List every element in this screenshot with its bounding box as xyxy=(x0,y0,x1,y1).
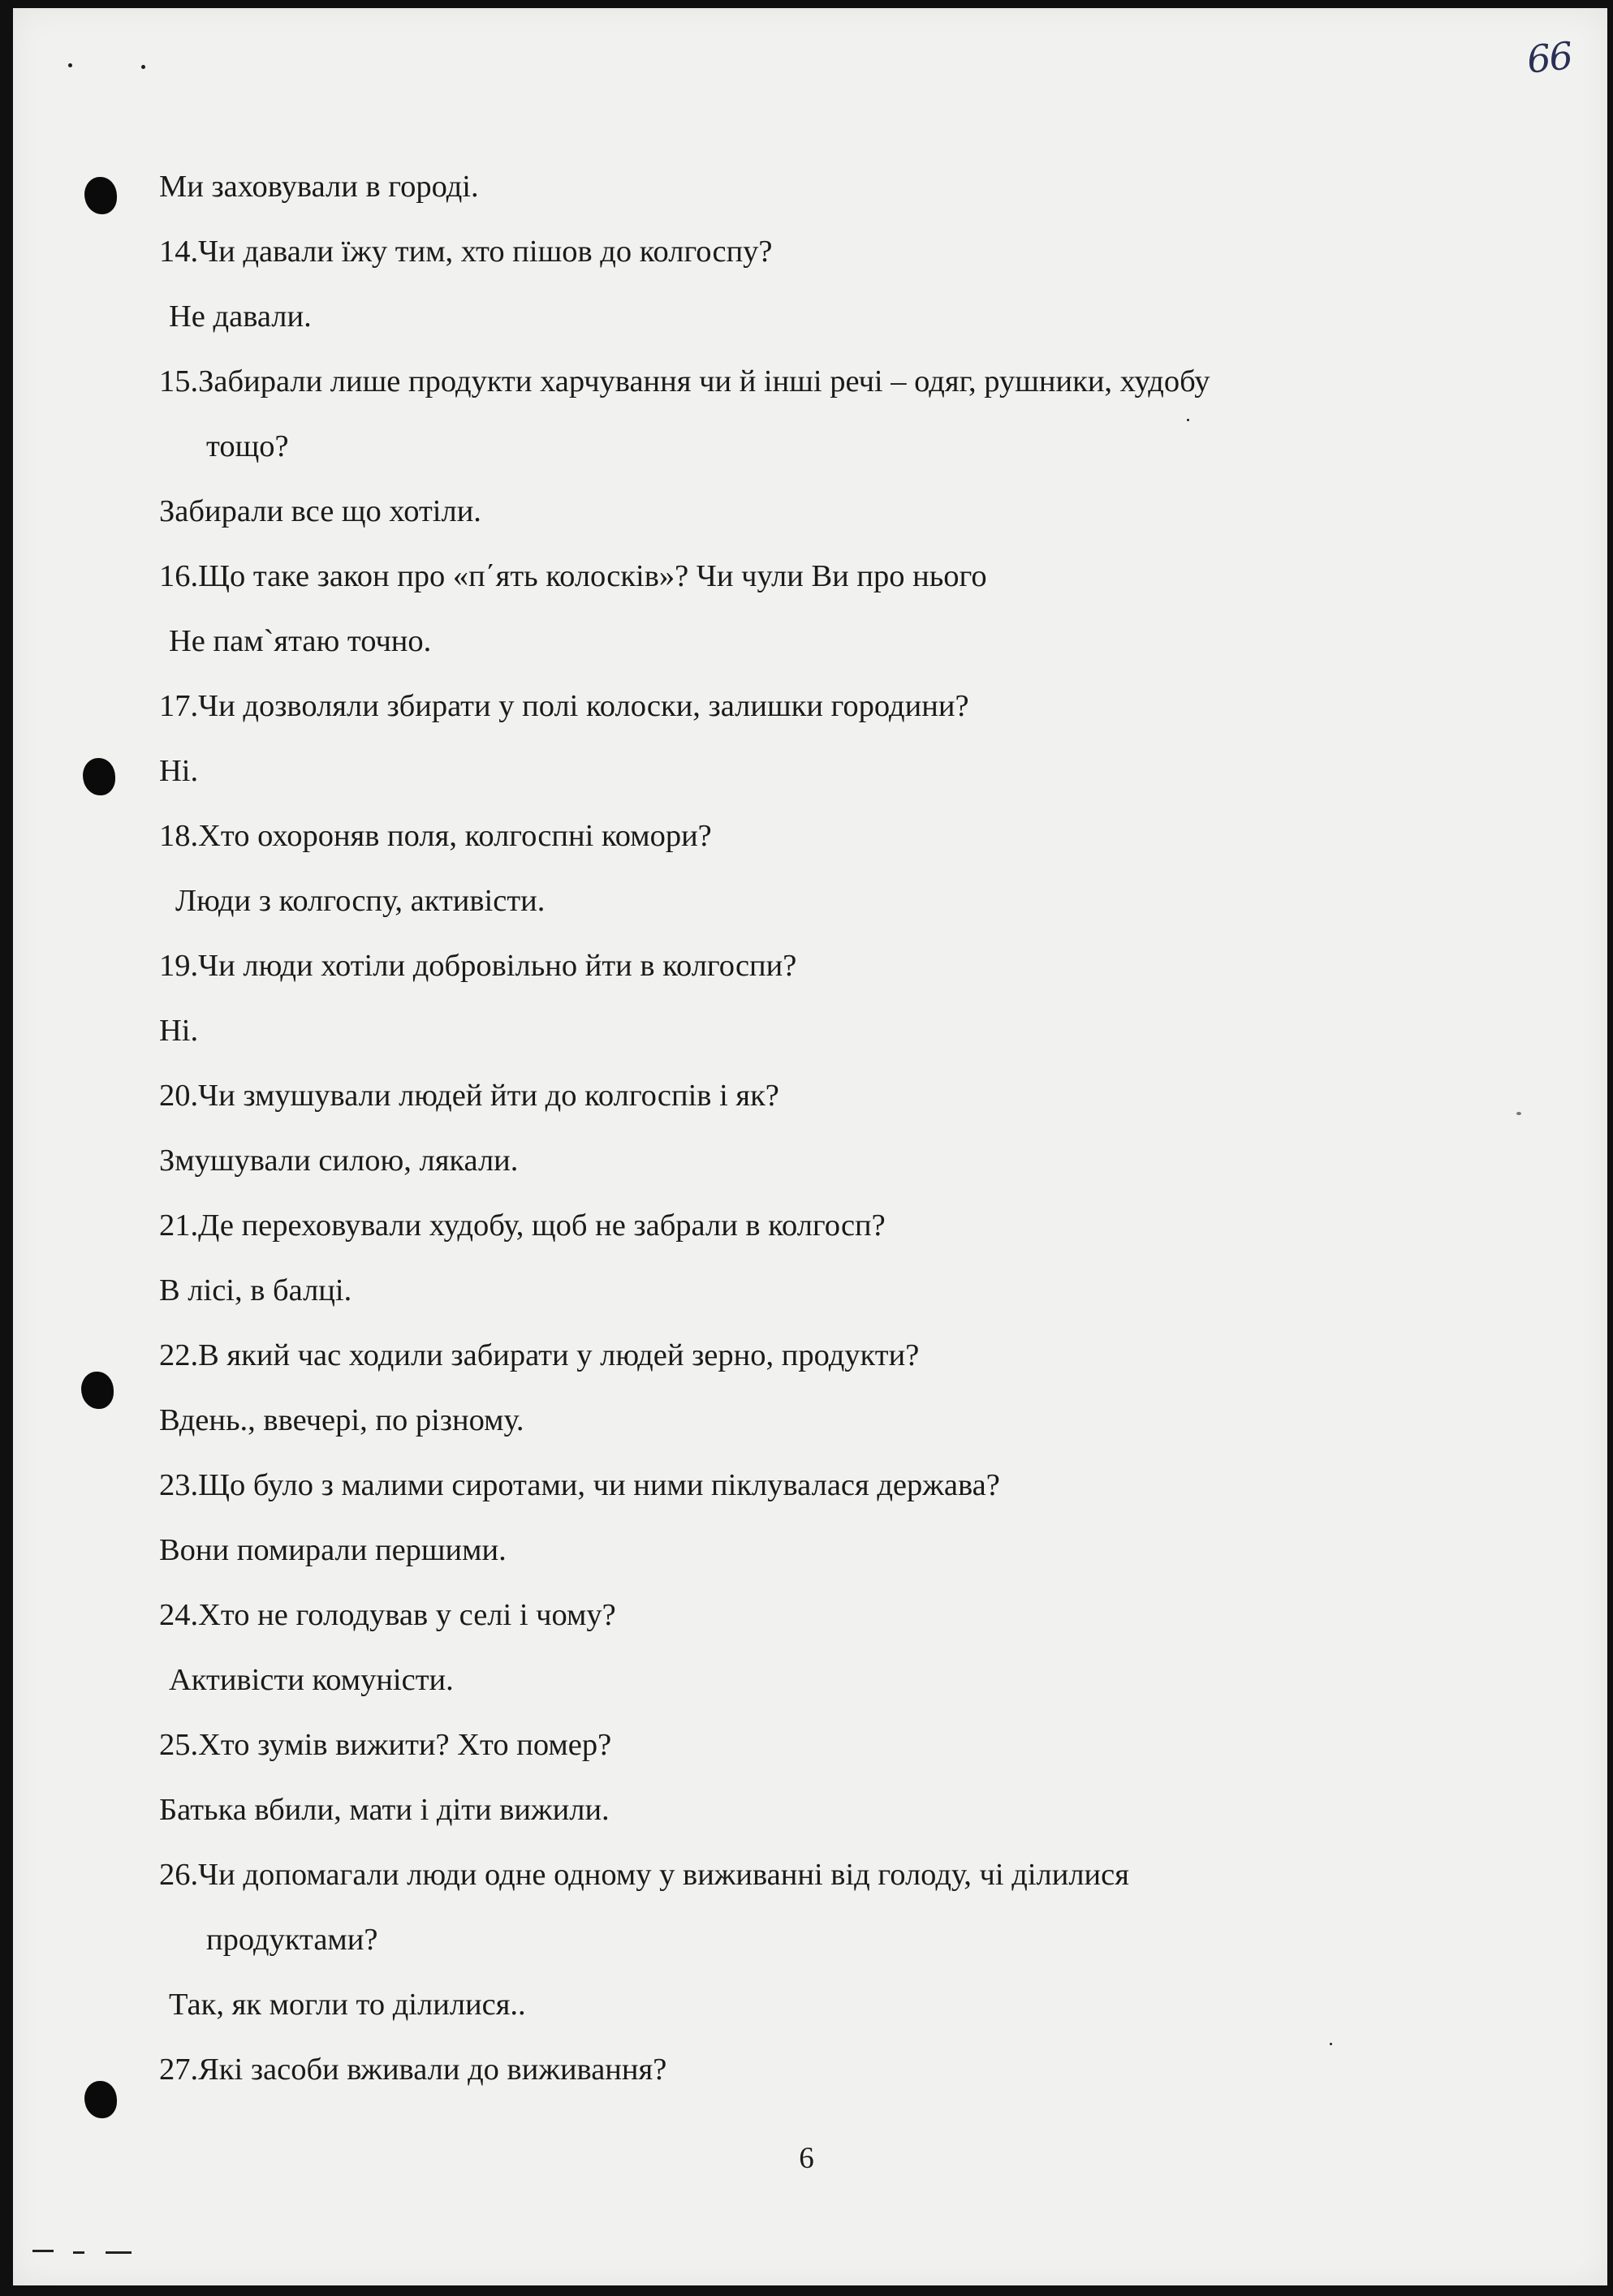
answer-line: Не давали. xyxy=(169,299,312,334)
answer-line: Батька вбили, мати і діти вижили. xyxy=(159,1793,610,1827)
answer-line: Змушували силою, лякали. xyxy=(159,1144,519,1178)
question-line: 14.Чи давали їжу тим, хто пішов до колгоспу? xyxy=(159,235,773,269)
answer-line: Люди з колгоспу, активісти. xyxy=(175,884,546,918)
speck-mark xyxy=(1330,2043,1332,2045)
question-line: 18.Хто охороняв поля, колгоспні комори? xyxy=(159,819,712,853)
answer-line: Ні. xyxy=(159,754,199,788)
punch-hole xyxy=(84,177,117,214)
question-line: 20.Чи змушували людей йти до колгоспів і як? xyxy=(159,1079,779,1113)
answer-line: Так, як могли то ділилися.. xyxy=(169,1988,526,2022)
question-line: 19.Чи люди хотіли добровільно йти в колгоспи? xyxy=(159,949,797,983)
punch-hole xyxy=(81,1372,114,1409)
question-line: 26.Чи допомагали люди одне одному у виживанні від голоду, чі ділилися xyxy=(159,1858,1129,1892)
answer-line: Вдень., ввечері, по різному. xyxy=(159,1403,524,1437)
question-line: 23.Що було з малими сиротами, чи ними піклувалася держава? xyxy=(159,1468,1000,1502)
answer-line: Активісти комуністи. xyxy=(169,1663,454,1697)
answer-line: В лісі, в балці. xyxy=(159,1273,352,1307)
question-line-continuation: продуктами? xyxy=(206,1923,378,1957)
edge-mark xyxy=(106,2251,132,2254)
edge-mark xyxy=(32,2250,54,2252)
question-line: 25.Хто зумів вижити? Хто помер? xyxy=(159,1728,612,1762)
speck-mark xyxy=(141,65,145,69)
question-line: 17.Чи дозволяли збирати у полі колоски, залишки городини? xyxy=(159,689,969,723)
question-line: 27.Які засоби вживали до виживання? xyxy=(159,2053,667,2087)
question-line: 16.Що таке закон про «п΄ять колосків»? Чи чули Ви про нього xyxy=(159,559,987,593)
punch-hole xyxy=(83,758,115,795)
answer-line: Забирали все що хотіли. xyxy=(159,494,481,528)
handwritten-page-mark: 66 xyxy=(1525,33,1574,82)
punch-hole xyxy=(84,2081,117,2118)
answer-line: Ні. xyxy=(159,1014,199,1048)
question-line: 22.В який час ходили забирати у людей зерно, продукти? xyxy=(159,1338,920,1372)
answer-line: Не пам`ятаю точно. xyxy=(169,624,432,658)
edge-mark xyxy=(73,2251,84,2254)
question-line: 15.Забирали лише продукти харчування чи й інші речі – одяг, рушники, худобу xyxy=(159,364,1210,398)
answer-line: Вони помирали першими. xyxy=(159,1533,507,1567)
question-line-continuation: тощо? xyxy=(206,429,289,463)
question-line: 24.Хто не голодував у селі і чому? xyxy=(159,1598,616,1632)
answer-line: Ми заховували в городі. xyxy=(159,170,479,204)
speck-mark xyxy=(1187,419,1189,421)
page-number: 6 xyxy=(799,2142,814,2175)
speck-mark xyxy=(1516,1112,1521,1115)
speck-mark xyxy=(68,63,72,67)
question-line: 21.Де переховували худобу, щоб не забрали в колгосп? xyxy=(159,1208,886,1243)
